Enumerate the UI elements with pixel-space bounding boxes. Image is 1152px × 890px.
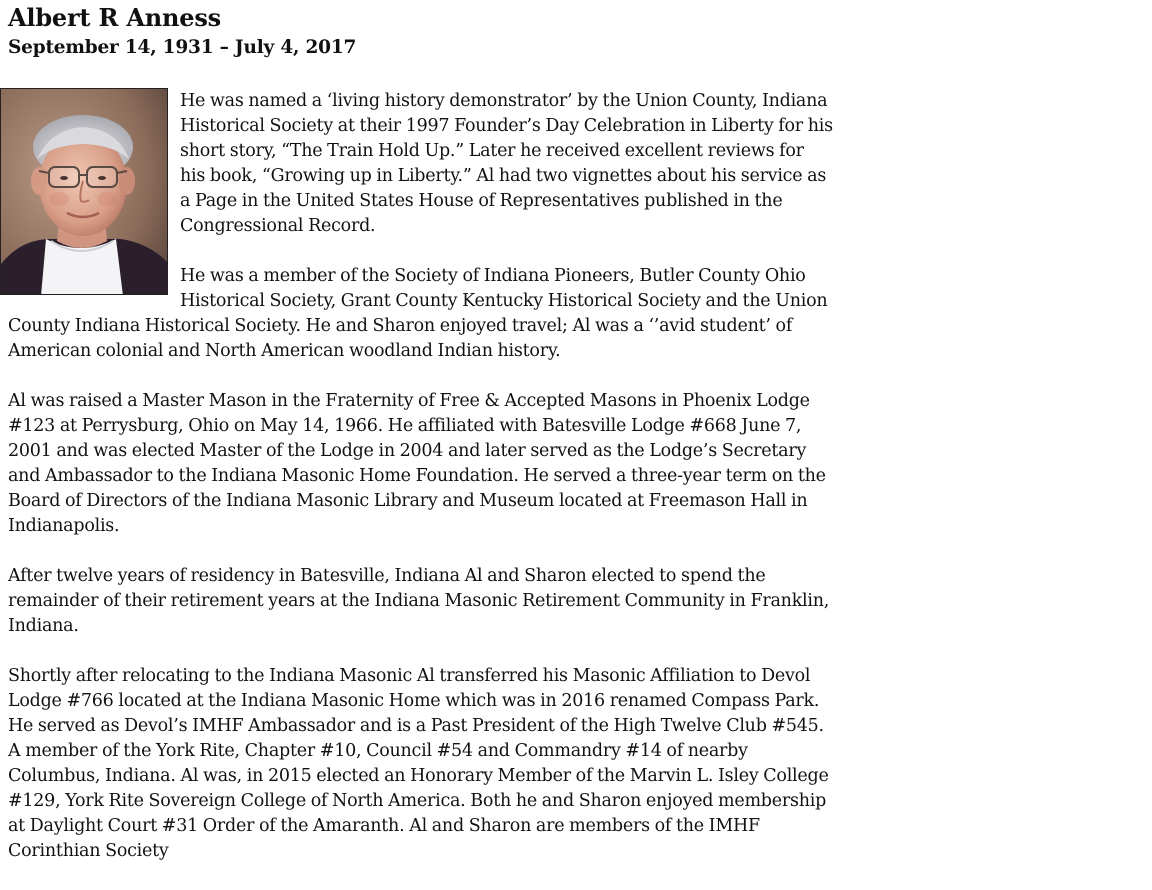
life-dates: September 14, 1931 – July 4, 2017 xyxy=(8,37,357,58)
portrait-photo xyxy=(0,88,168,295)
person-name: Albert R Anness xyxy=(8,3,221,32)
paragraph-history-demonstrator: He was named a ‘living history demonstrator’ by the Union County, Indiana Historical Society at their 1997 Founder’s Day Celebration in Liberty for his short story, “The Train Hold Up.” Later he received excellent reviews for his book, “Growing up in Liberty.” Al had two vignettes about his service as a Page in the United States House of Representatives published in the Congressional Record. xyxy=(180,91,833,236)
paragraph-masonic-affiliation: Shortly after relocating to the Indiana Masonic Al transferred his Masonic Affiliation to Devol Lodge #766 located at the Indiana Masonic Home which was in 2016 renamed Compass Park. He served as Devol’s IMHF Ambassador and is a Past President of the High Twelve Club #545. A member of the York Rite, Chapter #10, Council #54 and Commandry #14 of nearby Columbus, Indiana. Al was, in 2015 elected an Honorary Member of the Marvin L. Isley College #129, York Rite Sovereign College of North America. Both he and Sharon enjoyed membership at Daylight Court #31 Order of the Amaranth. Al and Sharon are members of the IMHF Corinthian Society xyxy=(8,666,829,861)
paragraph-masonic-lodge: Al was raised a Master Mason in the Fraternity of Free & Accepted Masons in Phoenix Lodge #123 at Perrysburg, Ohio on May 14, 1966. He affiliated with Batesville Lodge #668 June 7, 2001 and was elected Master of the Lodge in 2004 and later served as the Lodge’s Secretary and Ambassador to the Indiana Masonic Home Foundation. He served a three-year term on the Board of Directors of the Indiana Masonic Library and Museum located at Freemason Hall in Indianapolis. xyxy=(8,391,826,536)
paragraph-retirement: After twelve years of residency in Batesville, Indiana Al and Sharon elected to spend the remainder of their retirement years at the Indiana Masonic Retirement Community in Franklin, Indiana. xyxy=(8,566,830,636)
obituary-body xyxy=(8,89,833,864)
paragraph-society-memberships: He was a member of the Society of Indiana Pioneers, Butler County Ohio Historical Society, Grant County Kentucky Historical Society and the Union County Indiana Historical Society. He and Sharon enjoyed travel; Al was a ‘’avid student’ of American colonial and North American woodland Indian history. xyxy=(8,266,828,361)
obituary-page xyxy=(8,0,833,864)
